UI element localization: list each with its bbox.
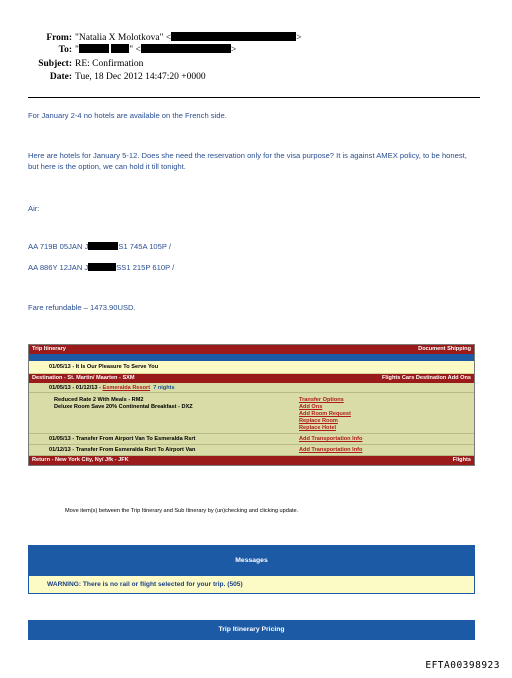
- messages-title: Messages: [29, 546, 474, 576]
- paragraph-hotels-unavailable: For January 2-4 no hotels are available on the French side.: [28, 111, 227, 120]
- paragraph-hotels-option: Here are hotels for January 5-12. Does she need the reservation only for the visa purpose? It is against AMEX policy, to be honest, but here is the option, we can hold it till tonight.: [28, 151, 467, 171]
- redaction: [171, 32, 296, 41]
- subject-label: Subject:: [38, 59, 72, 69]
- from-label: From:: [46, 33, 72, 43]
- to-value: " " < >: [75, 45, 237, 55]
- fare-line: Fare refundable – 1473.90USD.: [28, 303, 136, 312]
- date-value: Tue, 18 Dec 2012 14:47:20 +0000: [75, 72, 206, 82]
- add-ons-link[interactable]: Add Ons: [299, 404, 323, 410]
- trip-itinerary-table: [28, 344, 475, 466]
- return-label: Return - New York City, Ny/ Jfk - JFK: [32, 457, 129, 463]
- document-shipping-link[interactable]: Document Shipping: [418, 346, 471, 352]
- nights-count: 7 nights: [153, 385, 175, 391]
- resort-link[interactable]: Esmeralda Resort: [102, 385, 151, 391]
- warning-message: WARNING: There is no rail or flight selected for your trip. (505): [29, 576, 474, 593]
- redaction: [79, 44, 109, 53]
- itinerary-blue-bar: [29, 354, 474, 361]
- redaction: [88, 242, 118, 250]
- redaction: [88, 263, 116, 271]
- subject-value: RE: Confirmation: [75, 59, 144, 69]
- destination-label: Destination - St. Martin/ Maarten - SXM: [32, 375, 135, 381]
- transfer-row-1: 01/05/13 - Transfer From Airport Van To Esmeralda Rsrt Add Transportation Info: [29, 434, 474, 445]
- date-label: Date:: [49, 72, 72, 82]
- room-description: [54, 397, 193, 411]
- room-line: Deluxe Room Save 20% Continental Breakfast - DXZ: [54, 404, 193, 410]
- transfer-options-link[interactable]: Transfer Options: [299, 397, 344, 403]
- return-bar: [29, 456, 474, 465]
- to-label: To:: [58, 45, 72, 55]
- redaction: [111, 44, 129, 53]
- replace-room-link[interactable]: Replace Room: [299, 418, 338, 424]
- add-transportation-link-2[interactable]: Add Transportation Info: [299, 447, 363, 453]
- messages-panel: [28, 545, 475, 594]
- redaction: [141, 44, 231, 53]
- from-value: "Natalia X Molotkova" < >: [75, 33, 302, 43]
- itinerary-title-bar: [29, 345, 474, 354]
- rate-line: Reduced Rate 2 With Meals - RM2: [54, 397, 144, 403]
- document-id: EFTA00398923: [425, 660, 500, 671]
- air-label: Air:: [28, 204, 40, 213]
- flight-line-2: AA 886Y 12JAN J SS1 215P 610P /: [28, 263, 175, 272]
- trip-itinerary-pricing-header: Trip Itinerary Pricing: [28, 620, 475, 640]
- add-room-request-link[interactable]: Add Room Request: [299, 411, 351, 417]
- header-divider: [28, 97, 480, 98]
- flight-line-1: AA 719B 05JAN J S1 745A 105P /: [28, 242, 172, 251]
- destination-links[interactable]: Flights Cars Destination Add Ons: [382, 375, 471, 381]
- stay-row: 01/05/13 - 01/12/13 - Esmeralda Resort 7 nights: [29, 383, 474, 393]
- move-items-note: Move item(s) between the Trip Itinerary and Sub Itinerary by (un)checking and clicking update.: [65, 508, 299, 514]
- welcome-row: 01/05/13 - It Is Our Pleasure To Serve You: [29, 361, 474, 374]
- return-flights-link[interactable]: Flights: [452, 457, 471, 463]
- add-transportation-link-1[interactable]: Add Transportation Info: [299, 436, 363, 442]
- itinerary-title: Trip Itinerary: [32, 346, 66, 352]
- room-details: [29, 393, 474, 434]
- destination-bar: [29, 374, 474, 383]
- room-links: [299, 397, 351, 432]
- transfer-row-2: 01/12/13 - Transfer From Esmeralda Rsrt To Airport Van Add Transportation Info: [29, 445, 474, 456]
- replace-hotel-link[interactable]: Replace Hotel: [299, 425, 336, 431]
